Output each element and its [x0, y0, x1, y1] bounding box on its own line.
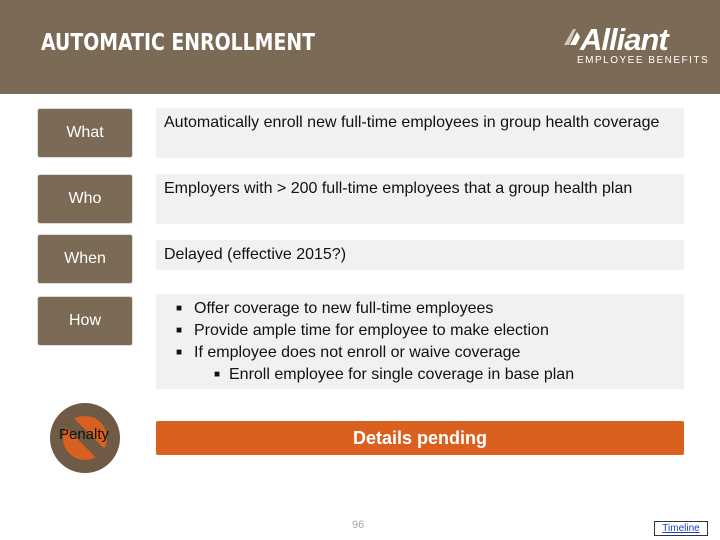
content-text: Automatically enroll new full-time employees in group health coverage	[164, 114, 660, 131]
square-bullet-icon: ■	[176, 347, 183, 358]
square-bullet-icon: ■	[214, 369, 221, 380]
status-text: Details pending	[352, 427, 487, 448]
label-text: Who	[68, 190, 102, 207]
label-text: What	[66, 124, 104, 141]
alliant-logo	[562, 22, 710, 72]
content-text: Delayed (effective 2015?)	[164, 246, 347, 263]
content-text: Employers with > 200 full-time employees that a group health plan	[164, 180, 633, 197]
label-text: How	[68, 312, 101, 329]
details-pending-bar	[156, 421, 684, 455]
how-bullet-list	[156, 298, 684, 386]
content-who	[156, 174, 684, 224]
label-what	[37, 108, 133, 158]
list-item: ■ Enroll employee for single coverage in base plan	[156, 364, 684, 386]
list-item: ■ If employee does not enroll or waive coverage	[156, 342, 684, 364]
content-when	[156, 240, 684, 270]
timeline-link[interactable]: Timeline	[654, 521, 708, 536]
content-how	[156, 294, 684, 389]
label-how	[37, 296, 133, 346]
logo-name: Alliant	[580, 22, 668, 57]
penalty-label: Penalty	[58, 426, 110, 443]
label-text: When	[64, 250, 106, 267]
square-bullet-icon: ■	[176, 303, 183, 314]
label-who	[37, 174, 133, 224]
square-bullet-icon: ■	[176, 325, 183, 336]
content-what	[156, 108, 684, 158]
list-item: ■ Offer coverage to new full-time employees	[156, 298, 684, 320]
logo-subtitle: EMPLOYEE BENEFITS	[577, 55, 710, 66]
label-when	[37, 234, 133, 284]
page-number: 96	[352, 519, 365, 531]
list-item: ■ Provide ample time for employee to make election	[156, 320, 684, 342]
page-title: AUTOMATIC ENROLLMENT	[41, 30, 315, 56]
